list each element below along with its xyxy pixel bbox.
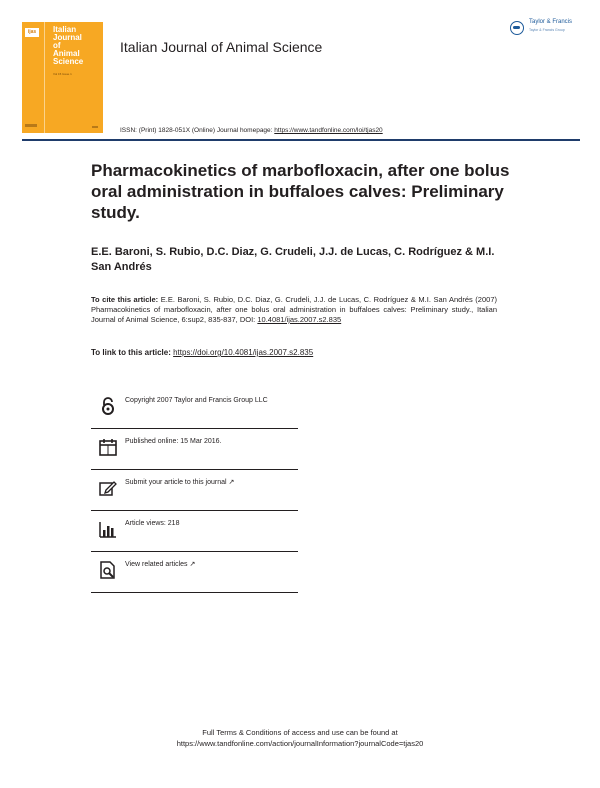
submit-article-link[interactable] [125, 479, 295, 487]
info-row-copyright [91, 388, 298, 429]
citation-label: To cite this article: [91, 295, 159, 304]
edit-icon [98, 478, 118, 498]
search-document-icon [98, 560, 118, 580]
issn-line [120, 127, 383, 134]
cover-divider [44, 22, 45, 133]
calendar-icon [98, 437, 118, 457]
article-title: Pharmacokinetics of marbofloxacin, after one bolus oral administration in buffaloes calves: Preliminary study. [91, 161, 510, 222]
journal-homepage-link[interactable]: https://www.tandfonline.com/loi/tjas20 [274, 127, 383, 134]
cover-barcode-mark [92, 126, 98, 128]
cover-logo: ijas [25, 28, 39, 37]
cover-title-line: Italian [53, 25, 77, 34]
terms-url[interactable]: https://www.tandfonline.com/action/journalInformation?journalCode=tjas20 [176, 739, 424, 748]
publisher-logo[interactable] [510, 19, 584, 37]
related-articles-text: View related articles [125, 561, 188, 568]
publisher-logo-subtext: Taylor & Francis Group [529, 28, 565, 32]
publisher-logo-text: Taylor & Francis [529, 19, 573, 25]
terms-footer [0, 727, 600, 749]
cover-title-line: of [53, 41, 61, 50]
article-views-text: Article views: 218 [125, 520, 180, 527]
journal-cover [22, 22, 103, 133]
publisher-logo-icon [510, 21, 524, 35]
header-divider [22, 139, 580, 141]
cover-publisher-mark [25, 124, 37, 127]
cover-volume: Vol 15 Issue 1 [53, 72, 72, 76]
article-doi-url[interactable]: https://doi.org/10.4081/ijas.2007.s2.835 [173, 348, 314, 357]
citation-block [91, 295, 497, 325]
external-link-icon: ↗ [189, 561, 196, 568]
journal-title[interactable]: Italian Journal of Animal Science [120, 39, 323, 55]
cover-title [53, 26, 101, 66]
article-link-label: To link to this article: [91, 348, 171, 357]
cover-title-line: Journal [53, 33, 82, 42]
published-online-text: Published online: 15 Mar 2016. [125, 438, 222, 445]
issn-text: ISSN: (Print) 1828-051X (Online) Journal homepage: [120, 127, 273, 134]
citation-text: E.E. Baroni, S. Rubio, D.C. Diaz, G. Crudeli, J.J. de Lucas, C. Rodríguez & M.I. San Andrés (2007) Pharmacokinetics of marbofloxacin, after one bolus oral administration in buffaloes calves: Preliminary study., Italian Journal of Animal Science, 6:sup2, 835-837, DOI: [91, 295, 497, 324]
terms-text: Full Terms & Conditions of access and use can be found at [202, 728, 398, 737]
copyright-text: Copyright 2007 Taylor and Francis Group LLC [125, 397, 268, 404]
cover-title-line: Science [53, 57, 84, 66]
info-row-divider [91, 592, 298, 593]
external-link-icon: ↗ [228, 479, 235, 486]
cover-title-line: Animal [53, 49, 80, 58]
related-articles-link[interactable] [125, 561, 295, 569]
info-row-views [91, 511, 298, 552]
info-row-related[interactable] [91, 552, 298, 593]
info-row-submit[interactable] [91, 470, 298, 511]
info-row-published [91, 429, 298, 470]
article-authors: E.E. Baroni, S. Rubio, D.C. Diaz, G. Crudeli, J.J. de Lucas, C. Rodríguez & M.I. San Andrés [91, 246, 495, 273]
submit-article-text: Submit your article to this journal [125, 479, 227, 486]
doi-link[interactable]: 10.4081/ijas.2007.s2.835 [257, 315, 342, 324]
article-link-line [91, 348, 313, 357]
bar-chart-icon [98, 519, 118, 539]
open-access-icon [98, 396, 118, 416]
